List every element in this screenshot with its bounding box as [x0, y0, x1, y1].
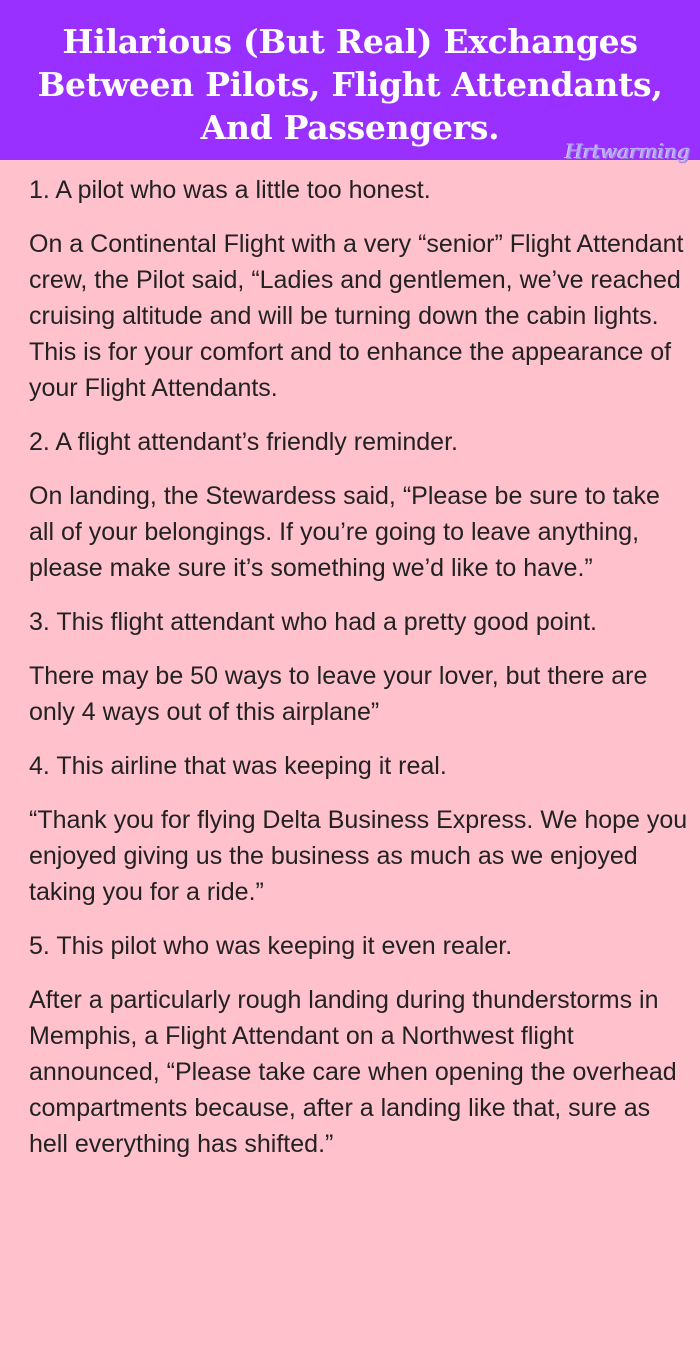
- item-text-3: There may be 50 ways to leave your lover, but there are only 4 ways out of this airplane”: [29, 662, 648, 726]
- page-title: [0, 20, 700, 149]
- watermark-logo: Hrtwarming: [565, 139, 690, 163]
- item-heading-4: 4. This airline that was keeping it real.: [29, 752, 447, 780]
- title-line-3: And Passengers.: [200, 108, 500, 147]
- item-text-2: On landing, the Stewardess said, “Please be sure to take all of your belongings. If you’re going to leave anything, please make sure it’s something we’d like to have.”: [29, 482, 660, 582]
- item-text-5: After a particularly rough landing during thunderstorms in Memphis, a Flight Attendant on a Northwest flight announced, “Please take care when opening the overhead compartments because, after a landing like that, sure as hell everything has shifted.”: [29, 986, 677, 1158]
- title-line-2: Between Pilots, Flight Attendants,: [37, 65, 663, 104]
- item-heading-2: 2. A flight attendant’s friendly reminder.: [29, 428, 458, 456]
- item-text-1: On a Continental Flight with a very “senior” Flight Attendant crew, the Pilot said, “Ladies and gentlemen, we’ve reached cruising altitude and will be turning down the cabin lights. This is for your comfort and to enhance the appearance of your Flight Attendants.: [29, 230, 684, 402]
- article-body: [29, 172, 689, 1180]
- item-text-4: “Thank you for flying Delta Business Express. We hope you enjoyed giving us the business as much as we enjoyed taking you for a ride.”: [29, 806, 688, 906]
- header-banner: [0, 0, 700, 163]
- item-heading-1: 1. A pilot who was a little too honest.: [29, 176, 431, 204]
- title-line-1: Hilarious (But Real) Exchanges: [62, 22, 638, 61]
- item-heading-5: 5. This pilot who was keeping it even realer.: [29, 932, 513, 960]
- item-heading-3: 3. This flight attendant who had a pretty good point.: [29, 608, 597, 636]
